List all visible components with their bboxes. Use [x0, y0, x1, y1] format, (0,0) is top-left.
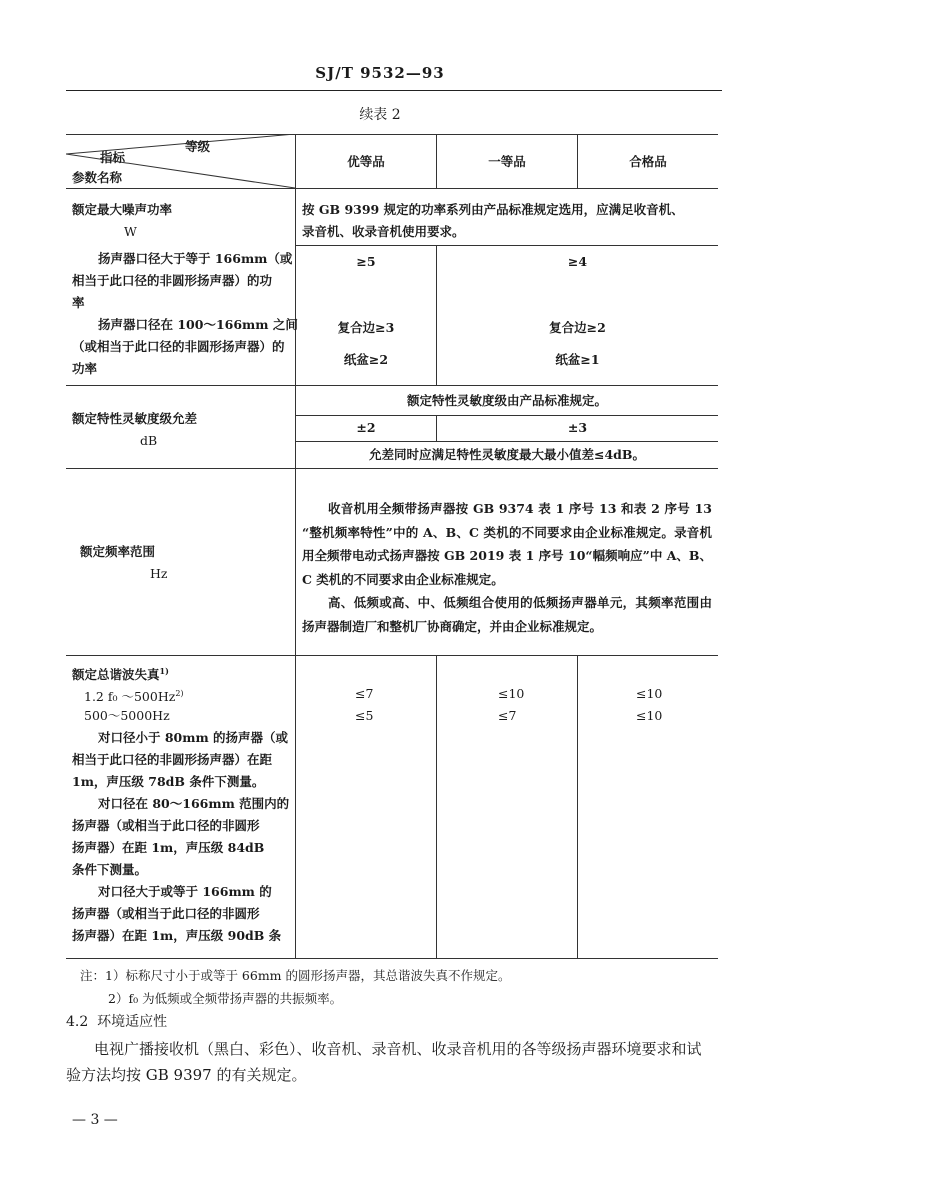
power-unit: W: [124, 224, 137, 239]
power-medium-others-paper: 纸盆≥1: [555, 352, 600, 367]
thd-first-row2: ≤7: [498, 708, 517, 723]
thd-note-line-6: 扬声器）在距 1m，声压级 84dB: [72, 840, 265, 855]
thd-range-1-footnote-mark: 2): [175, 689, 184, 698]
thd-note-line-5: 扬声器（或相当于此口径的非圆形: [72, 818, 260, 833]
frequency-para-2: 高、低频或高、中、低频组合使用的低频扬声器单元，其频率范围由扬声器制造厂和整机厂协商确定，并由企业标准规定。: [302, 595, 712, 634]
thd-note-line-3: 1m，声压级 78dB 条件下测量。: [72, 774, 265, 789]
frequency-unit: Hz: [150, 566, 168, 581]
power-section-border: [66, 385, 718, 386]
power-rule-line-1: 按 GB 9399 规定的功率系列由产品标准规定选用，应满足收音机、: [302, 202, 684, 217]
power-large-others: ≥4: [567, 254, 588, 269]
section-title: 环境适应性: [97, 1014, 168, 1030]
thd-note-line-4: 对口径在 80～166mm 范围内的: [98, 796, 290, 811]
frequency-title: 额定频率范围: [80, 544, 156, 559]
section-heading: [66, 1011, 167, 1031]
power-medium-others-composite: 复合边≥2: [549, 320, 606, 335]
power-large-label-2: 相当于此口径的非圆形扬声器）的功: [72, 273, 273, 288]
frequency-para-1: 收音机用全频带扬声器按 GB 9374 表 1 序号 13 和表 2 序号 13 “整机频率特性”中的 A、B、C 类机的不同要求由企业标准规定。录音机用全频带电动式扬声器按 GB 2019 表 1 序号 10“幅频响应”中 A、B、C 类机的不同要求由企业标准规定。: [302, 501, 712, 587]
thd-note-line-10: 扬声器）在距 1m，声压级 90dB 条: [72, 928, 282, 943]
thd-range-1-text: 1.2 f₀ ～500Hz: [84, 689, 176, 705]
power-title: 额定最大噪声功率: [72, 202, 173, 217]
sensitivity-others: ±3: [567, 420, 588, 435]
sensitivity-tolerance-note: 允差同时应满足特性灵敏度最大最小值差≤4dB。: [369, 447, 645, 462]
thd-premium-row1: ≤7: [355, 686, 374, 701]
thd-note-line-2: 相当于此口径的非圆形扬声器）在距: [72, 752, 273, 767]
power-large-label-1: 扬声器口径大于等于 166mm（或: [98, 251, 293, 266]
thd-note-line-9: 扬声器（或相当于此口径的非圆形: [72, 906, 260, 921]
thd-note-line-7: 条件下测量。: [72, 862, 148, 877]
thd-range-2: 500～5000Hz: [84, 708, 170, 723]
thd-note-line-1: 对口径小于 80mm 的扬声器（或: [98, 730, 289, 745]
section-body-line-2: 验方法均按 GB 9397 的有关规定。: [66, 1066, 307, 1084]
col-divider-thd-2: [577, 655, 578, 958]
header-index-label: 指标: [100, 150, 126, 165]
header-grade-label: 等级: [185, 139, 211, 154]
table-caption: 续表 2: [359, 107, 401, 123]
sensitivity-title: 额定特性灵敏度级允差: [72, 411, 198, 426]
table-bottom-border: [66, 958, 718, 959]
thd-note-line-8: 对口径大于或等于 166mm 的: [98, 884, 272, 899]
power-medium-label-3: 功率: [72, 361, 98, 376]
column-header-premium: 优等品: [347, 154, 385, 169]
column-header-qualified: 合格品: [629, 154, 667, 169]
thd-first-row1: ≤10: [498, 686, 525, 701]
header-param-label: 参数名称: [72, 170, 123, 185]
thd-qualified-row1: ≤10: [636, 686, 663, 701]
sensitivity-unit: dB: [140, 433, 158, 448]
thd-premium-row2: ≤5: [355, 708, 374, 723]
power-large-premium: ≥5: [356, 254, 376, 269]
power-medium-label-2: （或相当于此口径的非圆形扬声器）的: [72, 339, 285, 354]
col-divider-thd-1: [436, 655, 437, 958]
power-large-label-3: 率: [72, 295, 85, 310]
footnote-1: 注：1）标称尺寸小于或等于 66mm 的圆形扬声器，其总谐波失真不作规定。: [80, 968, 511, 983]
section-number: 4.2: [66, 1014, 89, 1030]
sensitivity-rule: 额定特性灵敏度级由产品标准规定。: [406, 393, 607, 408]
freq-section-border: [66, 655, 718, 656]
power-medium-premium-paper: 纸盆≥2: [343, 352, 389, 367]
section-body-line-1: 电视广播接收机（黑白、彩色）、收音机、录音机、收录音机用的各等级扬声器环境要求和试: [94, 1040, 702, 1058]
header-rule: [66, 90, 722, 91]
footnote-2: 2）f₀ 为低频或全频带扬声器的共振频率。: [108, 991, 343, 1006]
column-header-first-class: 一等品: [488, 154, 526, 169]
power-rule-border: [295, 245, 718, 246]
header-bottom-border: [66, 188, 718, 189]
thd-qualified-row2: ≤10: [636, 708, 663, 723]
power-rule-line-2: 录音机、收录音机使用要求。: [302, 224, 465, 239]
sensitivity-premium: ±2: [356, 420, 376, 435]
page-number: — 3 —: [72, 1112, 118, 1128]
standard-code: SJ/T 9532—93: [315, 64, 445, 82]
power-medium-label-1: 扬声器口径在 100～166mm 之间: [98, 317, 298, 332]
sens-section-border: [66, 468, 718, 469]
thd-title-footnote-mark: 1): [159, 666, 169, 676]
power-medium-premium-composite: 复合边≥3: [337, 320, 395, 335]
thd-title-text: 额定总谐波失真: [72, 667, 160, 683]
sens-row2-border: [295, 441, 718, 442]
